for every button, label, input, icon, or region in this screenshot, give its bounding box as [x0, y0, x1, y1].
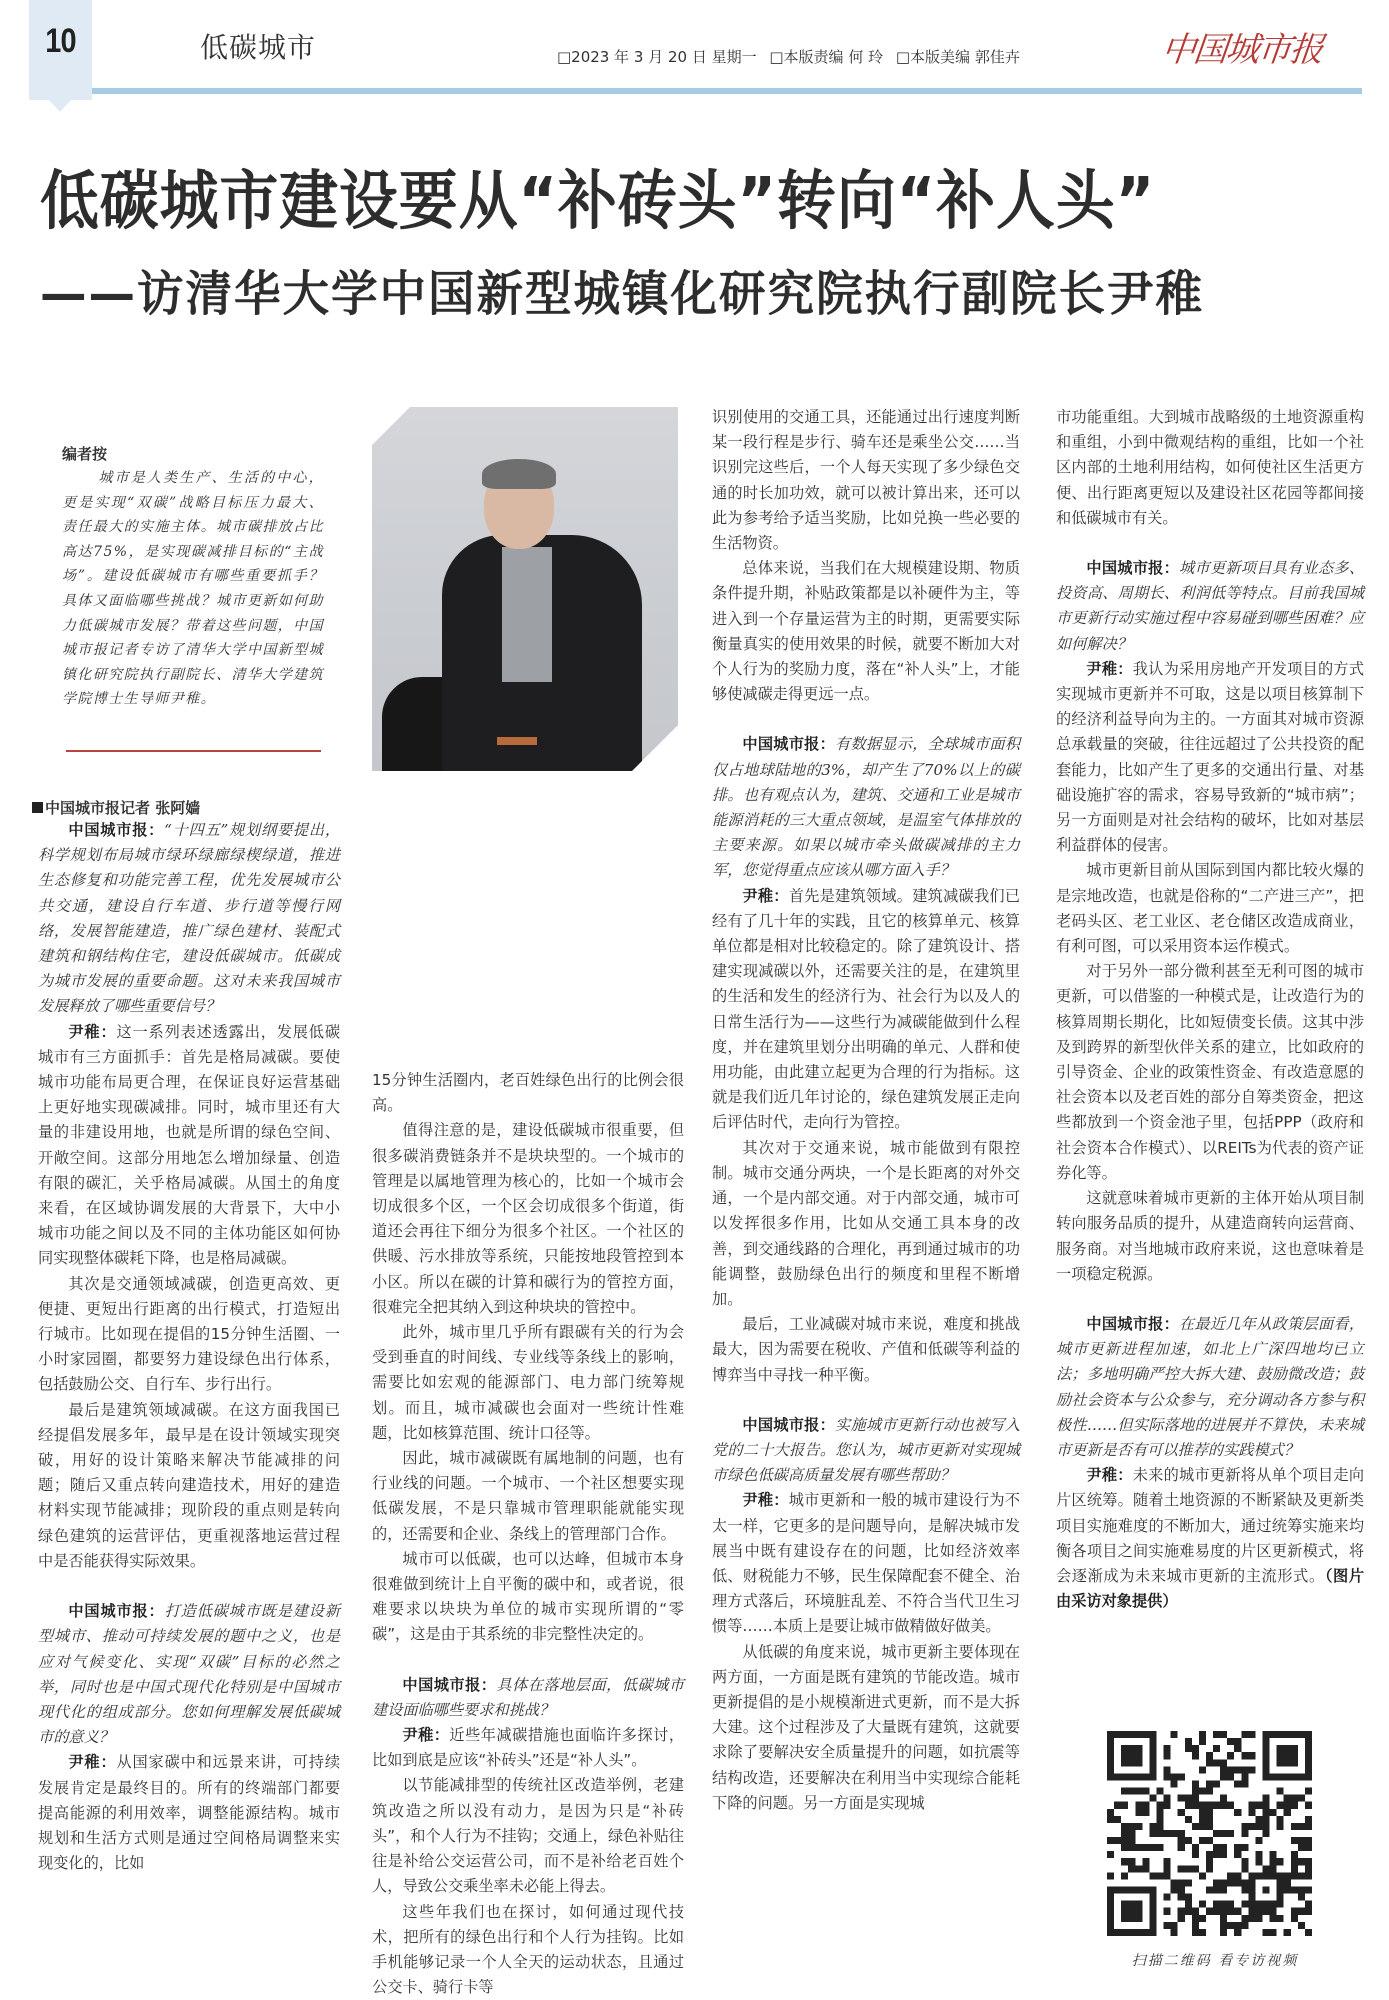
header-divider — [92, 88, 1362, 94]
paragraph-text: 总体来说，当我们在大规模建设期、物质条件提升期，补贴政策都是以补硬件为主，等进入到一个存量运营为主的时期，更需要实际衡量真实的使用效果的时候，就要不断加大对个人行为的奖励力度，落在“补人头”上，才能够使减碳走得更远一点。 — [712, 559, 1020, 704]
article-column-1 — [38, 818, 340, 1876]
paragraph-text: 15分钟生活圈内，老百姓绿色出行的比例会很高。 — [372, 1071, 684, 1115]
photo-figure-hair — [482, 459, 556, 489]
article-column-3 — [712, 405, 1020, 1816]
paragraph-text: 实施城市更新行动也被写入党的二十大报告。您认为，城市更新对实现城市绿色低碳高质量发展有哪些帮助？ — [712, 1415, 1021, 1485]
article-paragraph — [1056, 405, 1364, 531]
paragraph-text: 其次是交通领域减碳，创造更高效、更便捷、更短出行距离的出行模式，打造短出行城市。比如现在提倡的15分钟生活圈、一小时家园圈，都要努力建设绿色出行体系，包括鼓励公交、自行车、步行出行。 — [38, 1274, 340, 1394]
paragraph-text: 城市更新目前从国际到国内都比较火爆的是宗地改造，也就是俗称的“二产进三产”，把老码头区、老工业区、老仓储区改造成商业，有利可图，可以采用资本运作模式。 — [1056, 861, 1364, 956]
paragraph-text: 以节能减排型的传统社区改造举例，老建筑改造之所以没有动力，是因为只是“补砖头”，和个人行为不挂钩；交通上，绿色补贴往往是补给公交运营公司，而不是补给老百姓个人，导致公交乘坐率未必能上得去。 — [372, 1776, 684, 1896]
article-paragraph — [712, 1312, 1020, 1388]
interviewee-answer — [1056, 1463, 1364, 1614]
interviewee-label: 尹稚： — [1086, 1466, 1133, 1485]
section-title: 低碳城市 — [200, 31, 317, 64]
newspaper-logo: 中国城市报 — [1159, 30, 1324, 70]
interviewer-question — [712, 732, 1020, 883]
article-paragraph — [372, 1547, 684, 1648]
interviewer-label: 中国城市报： — [742, 1415, 836, 1434]
article-paragraph — [712, 405, 1020, 556]
paragraph-text: 从国家碳中和远景来讲，可持续发展肯定是最终目的。所有的终端部门都要提高能源的利用效率，调整能源结构。城市规划和生活方式则是通过空间格局调整来实现变化的，比如 — [38, 1753, 341, 1873]
interviewer-question — [712, 1413, 1020, 1489]
paragraph-text: 近些年减碳措施也面临许多探讨，比如到底是应该“补砖头”还是“补人头”。 — [372, 1726, 684, 1770]
paragraph-text: 从低碳的角度来说，城市更新主要体现在两方面，一方面是既有建筑的节能改造。城市更新提倡的是小规模渐进式更新，而不是大拆大建。这个过程涉及了大量既有建筑，这就要求除了要解决安全质量提升的问题，如抗震等结构改造，还要解决在利用当中实现综合能耗下降的问题。另一方面是实现城 — [712, 1642, 1020, 1812]
editor-note-body: 城市是人类生产、生活的中心，更是实现“双碳”战略目标压力最大、责任最大的实施主体。城市碳排放占比高达75%，是实现碳减排目标的“主战场”。建设低碳城市有哪些重要抓手？具体又面临哪些挑战？城市更新如何助力低碳城市发展？带着这些问题，中国城市报记者专访了清华大学中国新型城镇化研究院执行副院长、清华大学建筑学院博士生导师尹稚。 — [62, 470, 324, 708]
paragraph-text: 城市可以低碳，也可以达峰，但城市本身很难做到统计上自平衡的碳中和，或者说，很难要求以块块为单位的城市实现所谓的“零碳”，这是由于其系统的非完整性决定的。 — [372, 1549, 684, 1644]
interviewee-photo — [372, 407, 678, 771]
interviewer-question — [38, 1599, 340, 1750]
interviewee-label: 尹稚： — [402, 1726, 450, 1745]
interviewee-answer — [1056, 657, 1364, 859]
paragraph-text: 最后，工业减碳对城市来说，难度和挑战最大，因为需要在税收、产值和低碳等利益的博弈当中寻找一种平衡。 — [712, 1315, 1020, 1384]
paragraph-text: 因此，城市减碳既有属地制的问题，也有行业线的问题。一个城市、一个社区想要实现低碳发展，不是只靠城市管理职能就能实现的，还需要和企业、条线上的管理部门合作。 — [372, 1449, 684, 1543]
paragraph-text: 市功能重组。大到城市战略级的土地资源重构和重组，小到中微观结构的重组，比如一个社区内部的土地利用结构，如何使社区生活更方便、出行距离更短以及建设社区花园等都间接和低碳城市有关。 — [1056, 408, 1364, 527]
paragraph-text: 具体在落地层面，低碳城市建设面临哪些要求和挑战？ — [372, 1675, 684, 1719]
paragraph-text: 打造低碳城市既是建设新型城市、推动可持续发展的题中之义，也是应对气候变化、实现“双碳”目标的必然之举，同时也是中国式现代化特别是中国城市现代化的组成部分。您如何理解发展低碳城市的意义？ — [38, 1602, 341, 1747]
interviewee-answer — [372, 1723, 684, 1773]
editor-note-title: 编者按 — [62, 445, 108, 463]
paragraph-text: 有数据显示，全球城市面积仅占地球陆地的3%，却产生了70%以上的碳排。也有观点认为，建筑、交通和工业是城市能源消耗的三大重点领域，是温室气体排放的主要来源。如果以城市牵头做碳减排的主力军，您觉得重点应该从哪方面入手？ — [712, 735, 1021, 880]
interviewer-label: 中国城市报： — [742, 735, 836, 754]
interviewee-label: 尹稚： — [742, 1491, 789, 1510]
article-paragraph — [372, 1118, 684, 1320]
issue-date: □2023 年 3 月 20 日 星期一 — [557, 48, 757, 66]
interviewer-label: 中国城市报： — [1086, 1314, 1180, 1333]
article-column-2 — [372, 1068, 684, 2000]
paragraph-text: 未来的城市更新将从单个项目走向片区统筹。随着土地资源的不断紧缺及更新类项目实施难度的不断加大，通过统筹实施来均衡各项目之间实施难易度的片区更新模式，将会逐渐成为未来城市更新的主流形式。 — [1056, 1466, 1365, 1585]
paragraph-text: “十四五”规划纲要提出，科学规划布局城市绿环绿廊绿楔绿道，推进生态修复和功能完善工程，优先发展城市公共交通，建设自行车道、步行道等慢行网络，发展智能建造，推广绿色建材、装配式建筑和钢结构住宅，建设低碳城市。低碳成为城市发展的重要命题。这对未来我国城市发展释放了哪些重要信号？ — [38, 821, 341, 1016]
interviewer-question — [1056, 1312, 1364, 1463]
article-paragraph — [372, 1320, 684, 1446]
paragraph-text: 首先是建筑领域。建筑减碳我们已经有了几十年的实践，且它的核算单元、核算单位都是相对比较稳定的。除了建筑设计、搭建实现减碳以外，还需要关注的是，在建筑里的生活和发生的经济行为、社会行为以及人的日常生活行为——这些行为减碳能做到什么程度，并在建筑里划分出明确的单元、人群和使用功能，由此建立起更为合理的行为指标。这就是我们近几年讨论的，绿色建筑发展正走向后评估时代，走向行为管控。 — [712, 886, 1021, 1132]
article-column-4 — [1056, 405, 1364, 1614]
article-paragraph — [712, 1136, 1020, 1312]
article-paragraph — [372, 1900, 684, 2000]
paragraph-text: 最后是建筑领域减碳。在这方面我国已经提倡发展多年，最早是在设计领域实现突破，用好的设计策略来解决节能减排的问题；随后又重点转向建造技术，用好的建造材料实现节能减排；现阶段的重点则是转向绿色建筑的运营评估，更重视落地运营过程中是否能获得实际效果。 — [38, 1400, 340, 1570]
paragraph-text: 值得注意的是，建设低碳城市很重要，但很多碳消费链条并不是块块型的。一个城市的管理是以属地管理为核心的，比如一个城市会切成很多个区，一个区会切成很多个街道，街道还会再往下细分为很多个社区。一个社区的供暖、污水排放等系统，只能按地段管控到本小区。所以在碳的计算和碳行为的管控方面，很难完全把其纳入到这种块块的管控中。 — [372, 1121, 684, 1316]
paragraph-text: 我认为采用房地产开发项目的方式实现城市更新并不可取，这是以项目核算制下的经济利益导向为主的。一方面其对城市资源总承载量的突破，往往远超过了公共投资的配套能力，比如产生了更多的交通出行量、对基础设施扩容的需求，容易导致新的“城市病”；另一方面则是对社会结构的破坏，比如对基层利益群体的侵害。 — [1056, 659, 1365, 855]
interviewer-question — [1056, 556, 1364, 657]
interviewee-label: 尹稚： — [68, 1753, 117, 1772]
paragraph-text: 这一系列表述透露出，发展低碳城市有三方面抓手：首先是格局减碳。要使城市功能布局更合理，在保证良好运营基础上更好地实现碳减排。同时，城市里还有大量的非建设用地，也就是所谓的绿色空间、开敞空间。这部分用地怎么增加绿量、创造有限的碳汇，关乎格局减碳。从国土的角度来看，在区域协调发展的大背景下，大中小城市功能之间以及不同的主体功能区如何协同实现整体碳耗下降，也是格局减碳。 — [38, 1022, 341, 1268]
paragraph-text: 其次对于交通来说，城市能做到有限控制。城市交通分两块，一个是长距离的对外交通，一个是内部交通。对于内部交通，城市可以发挥很多作用，比如从交通工具本身的改善，到交通线路的合理化，再到通过城市的功能调整，鼓励绿色出行的频度和里程不断增加。 — [712, 1138, 1020, 1308]
interviewer-label: 中国城市报： — [68, 1602, 165, 1621]
photo-stool — [497, 737, 537, 745]
article-paragraph — [38, 1272, 340, 1398]
paragraph-text: 城市更新和一般的城市建设行为不太一样，它更多的是问题导向，是解决城市发展当中既有建设存在的问题，比如经济效率低、财税能力不够，民生保障配套不健全、治理方式落后，环境脏乱差、不符合当代卫生习惯等……本质上是要让城市做精做好做美。 — [712, 1491, 1021, 1636]
interviewee-answer — [38, 1750, 340, 1876]
interviewee-label: 尹稚： — [68, 1022, 117, 1041]
article-paragraph — [712, 1640, 1020, 1816]
byline — [32, 797, 200, 818]
paragraph-text: 这些年我们也在探讨，如何通过现代技术，把所有的绿色出行和个人行为挂钩。比如手机能够记录一个人全天的运动状态，且通过公交卡、骑行卡等 — [372, 1902, 684, 1997]
interviewee-answer — [38, 1020, 340, 1272]
interviewer-question — [372, 1673, 684, 1723]
paragraph-text: 此外，城市里几乎所有跟碳有关的行为会受到垂直的时间线、专业线等条线上的影响，需要比如宏观的能源部门、电力部门统筹规划。而且，城市减碳也会面对一些统计性难题，比如核算范围、统计口径等。 — [372, 1323, 684, 1442]
article-paragraph — [1056, 959, 1364, 1186]
article-paragraph — [372, 1446, 684, 1547]
byline-text: 中国城市报记者 张阿嫱 — [45, 799, 201, 817]
article-paragraph — [1056, 1186, 1364, 1287]
article-paragraph — [372, 1068, 684, 1118]
editor-note-divider — [66, 750, 321, 752]
square-bullet-icon — [32, 802, 43, 813]
page-designer: □本版美编 郭佳卉 — [895, 48, 1020, 66]
subheadline: ——访清华大学中国新型城镇化研究院执行副院长尹稚 — [40, 266, 1205, 322]
paragraph-text: 识别使用的交通工具，还能通过出行速度判断某一段行程是步行、骑车还是乘坐公交……当识别完这些后，一个人每天实现了多少绿色交通的时长加功效，就可以被计算出来，还可以此为参考给予适当奖励，比如兑换一些必要的生活物资。 — [712, 408, 1020, 553]
qr-caption: 扫描二维码 看专访视频 — [1131, 1953, 1299, 1969]
photo-credit: （图片由采访对象提供） — [1056, 1566, 1365, 1611]
interviewee-answer — [712, 884, 1020, 1136]
paragraph-text: 在最近几年从政策层面看，城市更新进程加速，如北上广深四地均已立法；多地明确严控大拆大建、鼓励微改造；鼓励社会资本与公众参与，充分调动各方参与积极性……但实际落地的进展并不算快，未来城市更新是否有可以推荐的实践模式？ — [1056, 1314, 1365, 1459]
qr-code-icon[interactable] — [1107, 1731, 1312, 1936]
photo-figure-shirt — [502, 547, 552, 682]
interviewee-label: 尹稚： — [742, 886, 789, 905]
headline: 低碳城市建设要从“补砖头”转向“补人头” — [40, 165, 1156, 239]
paragraph-text: 对于另外一部分微利甚至无利可图的城市更新，可以借鉴的一种模式是，让改造行为的核算周期长期化，比如短债变长债。这其中涉及到跨界的新型伙伴关系的建立，比如政府的引导资金、企业的政策性资金、有改造意愿的社会资本以及老百姓的部分自筹类资金，把这些都放到一个资金池子里，包括PPP（政府和社会资本合作模式）、以REITs为代表的资产证券化等。 — [1056, 962, 1364, 1182]
paragraph-text: 城市更新项目具有业态多、投资高、周期长、利润低等特点。目前我国城市更新行动实施过程中容易碰到哪些困难？应如何解决？ — [1056, 559, 1365, 653]
page-editor: □本版责编 何 玲 — [769, 48, 884, 66]
editor-note — [62, 443, 324, 712]
article-paragraph — [38, 1398, 340, 1574]
article-paragraph — [372, 1773, 684, 1899]
page-number-tab — [29, 0, 92, 100]
article-paragraph — [712, 556, 1020, 707]
page-number: 10 — [45, 22, 76, 60]
interviewer-question — [38, 818, 340, 1020]
paragraph-text: 这就意味着城市更新的主体开始从项目制转向服务品质的提升，从建造商转向运营商、服务商。对当地城市政府来说，这也意味着是一项稳定税源。 — [1056, 1189, 1364, 1283]
article-paragraph — [1056, 858, 1364, 959]
interviewee-label: 尹稚： — [1086, 659, 1133, 678]
interviewer-label: 中国城市报： — [1086, 559, 1180, 578]
interviewer-label: 中国城市报： — [68, 821, 165, 839]
interviewer-label: 中国城市报： — [402, 1675, 497, 1694]
issue-meta — [557, 46, 1028, 67]
interviewee-answer — [712, 1488, 1020, 1639]
